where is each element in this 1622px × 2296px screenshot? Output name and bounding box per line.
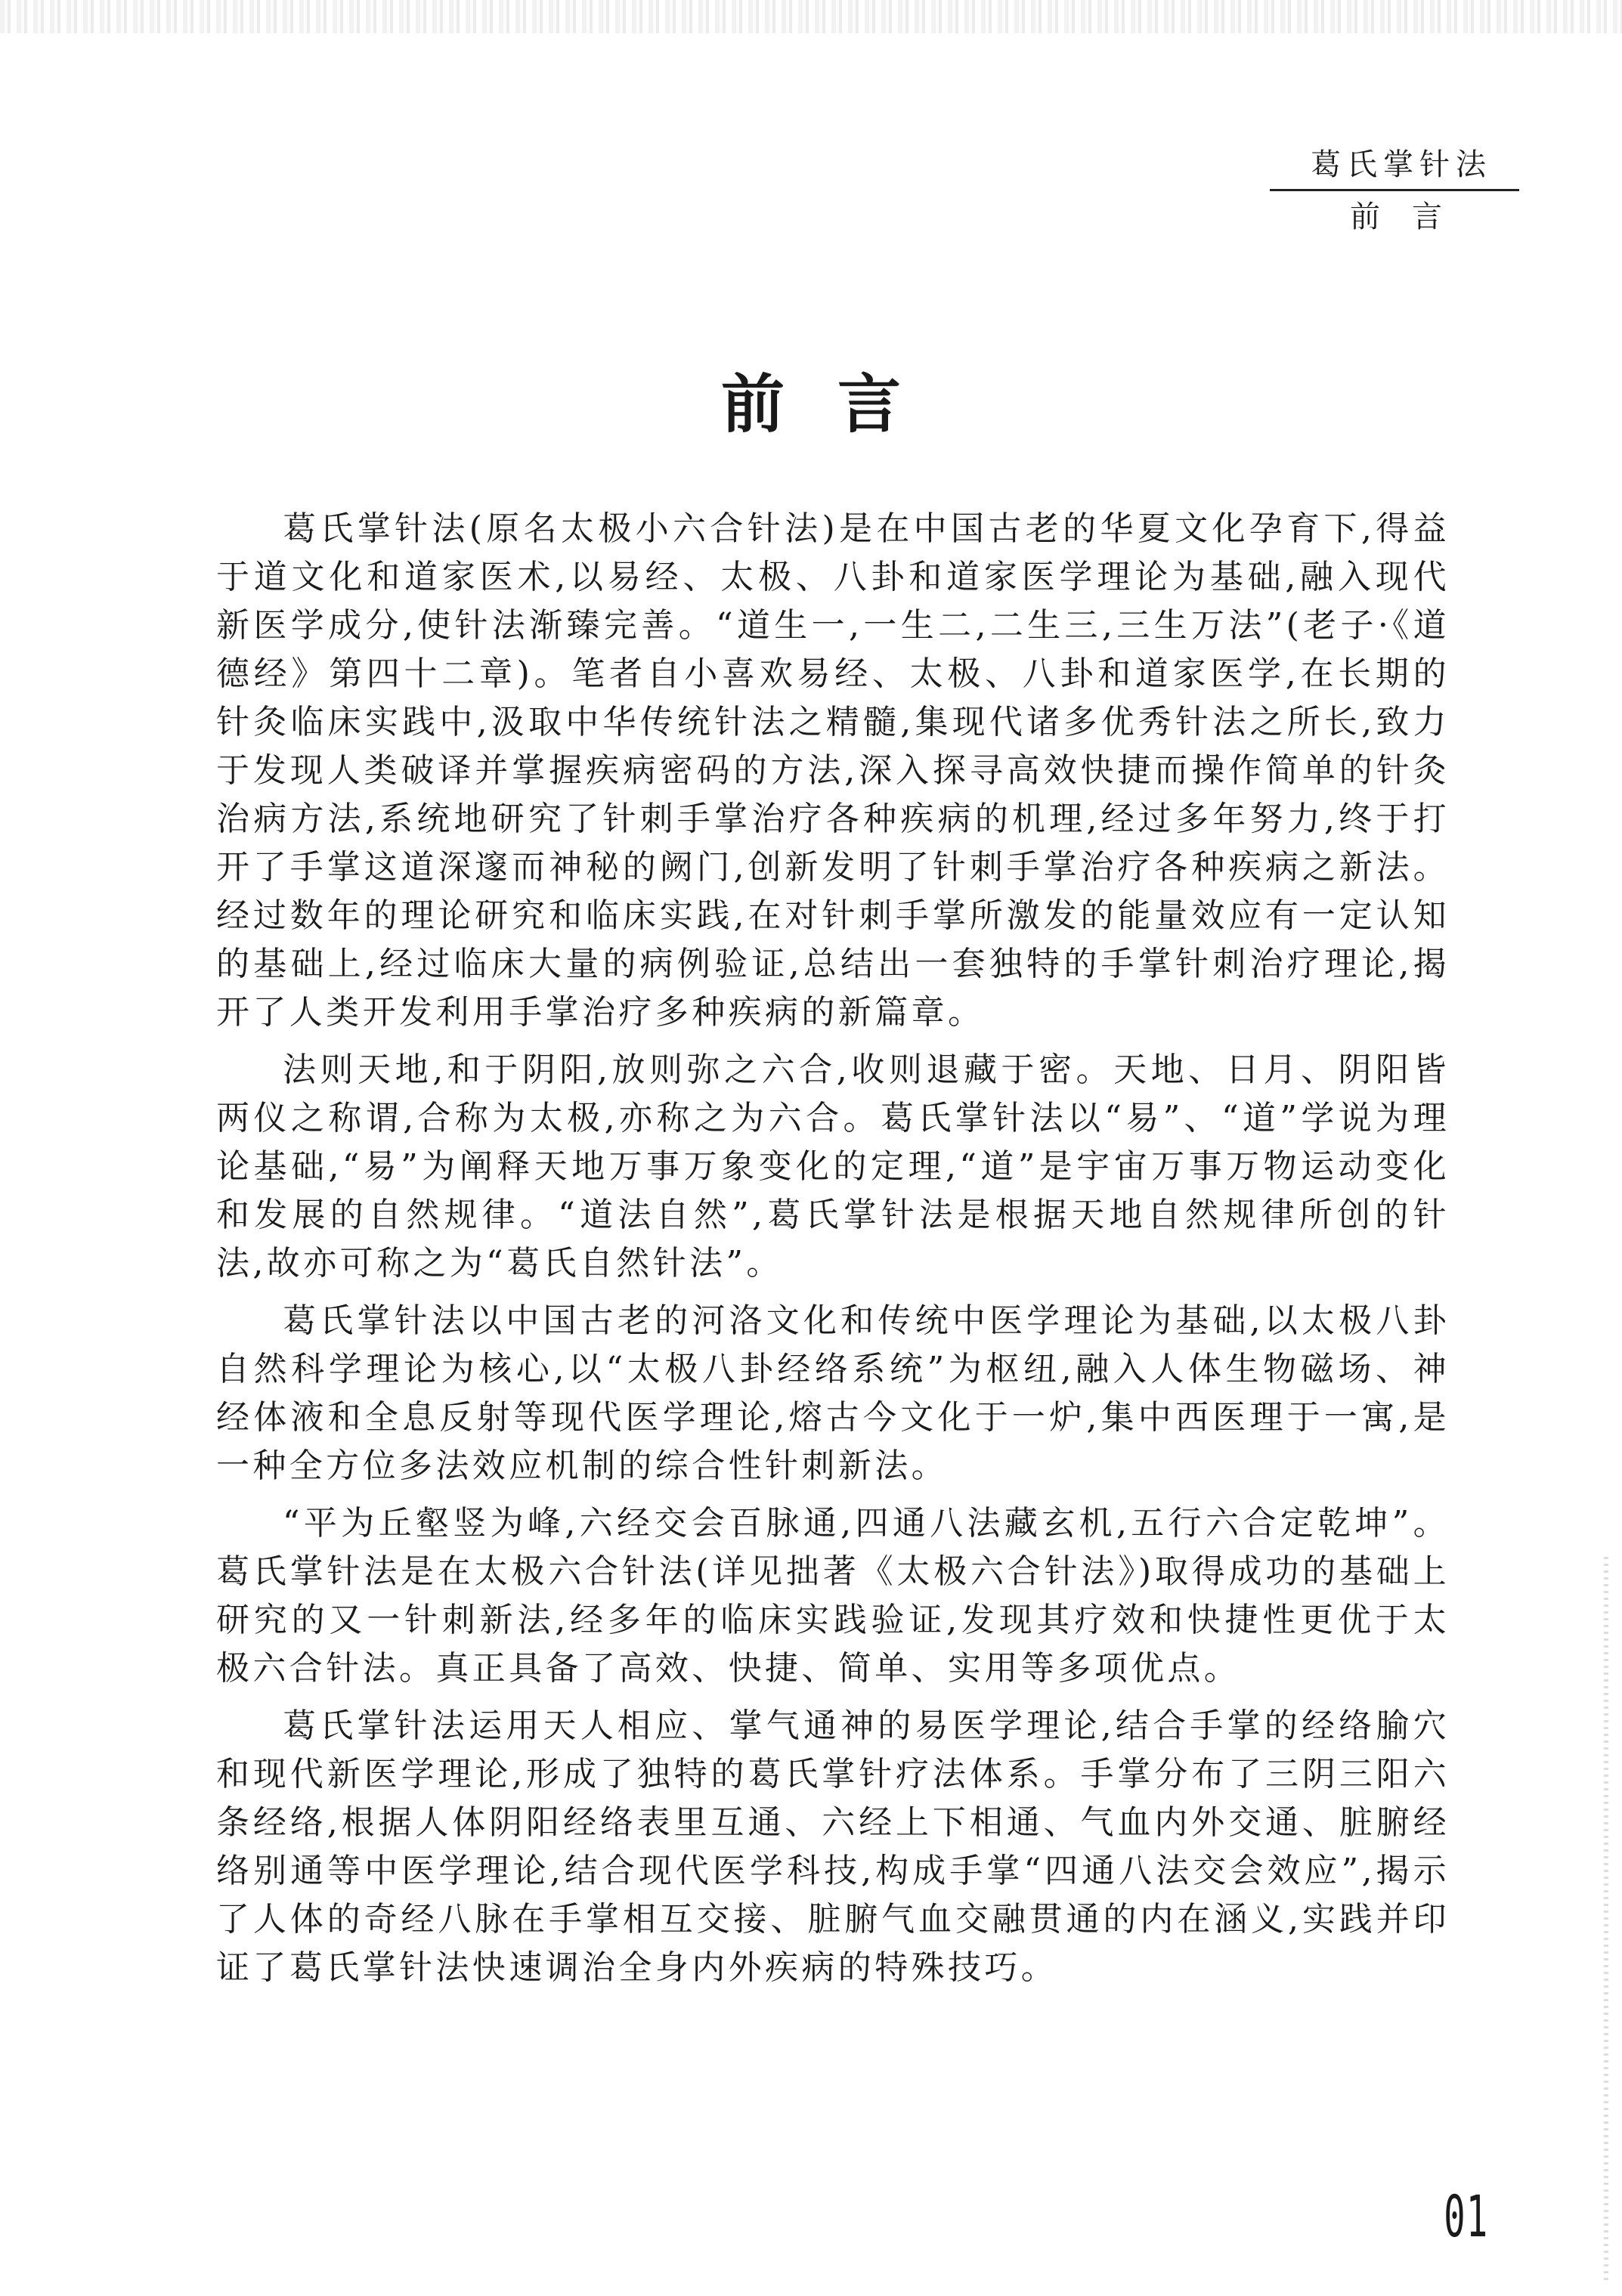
running-header [1270, 144, 1519, 238]
running-header-book-title: 葛氏掌针法 [1311, 147, 1492, 182]
body-text [216, 505, 1450, 2001]
running-header-rule [1270, 189, 1519, 191]
paragraph: “平为丘壑竖为峰,六经交会百脉通,四通八法藏玄机,五行六合定乾坤”。葛氏掌针法是在太极六合针法(详见拙著《太极六合针法》)取得成功的基础上研究的又一针刺新法,经多年的临床实践验证,发现其疗效和快捷性更优于太极六合针法。真正具备了高效、快捷、简单、实用等多项优点。 [216, 1504, 1450, 1688]
chapter-title: 前言 [720, 367, 954, 441]
paragraph: 法则天地,和于阴阳,放则弥之六合,收则退藏于密。天地、日月、阴阳皆两仪之称谓,合称为太极,亦称之为六合。葛氏掌针法以“易”、“道”学说为理论基础,“易”为阐释天地万事万象变化的定理,“道”是宇宙万事万物运动变化和发展的自然规律。“道法自然”,葛氏掌针法是根据天地自然规律所创的针法,故亦可称之为“葛氏自然针法”。 [216, 1051, 1450, 1283]
paragraph: 葛氏掌针法运用天人相应、掌气通神的易医学理论,结合手掌的经络腧穴和现代新医学理论,形成了独特的葛氏掌针疗法体系。手掌分布了三阴三阳六条经络,根据人体阴阳经络表里互通、六经上下相通、气血内外交通、脏腑经络别通等中医学理论,结合现代医学科技,构成手掌“四通八法交会效应”,揭示了人体的奇经八脉在手掌相互交接、脏腑气血交融贯通的内在涵义,实践并印证了葛氏掌针法快速调治全身内外疾病的特殊技巧。 [216, 1707, 1450, 1987]
edge-scan-noise [1604, 1557, 1608, 2282]
scan-noise-strip [0, 0, 1622, 33]
paragraph: 葛氏掌针法(原名太极小六合针法)是在中国古老的华夏文化孕育下,得益于道文化和道家医术,以易经、太极、八卦和道家医学理论为基础,融入现代新医学成分,使针法渐臻完善。“道生一,一生二,二生三,三生万法”(老子·《道德经》第四十二章)。笔者自小喜欢易经、太极、八卦和道家医学,在长期的针灸临床实践中,汲取中华传统针法之精髓,集现代诸多优秀针法之所长,致力于发现人类破译并掌握疾病密码的方法,深入探寻高效快捷而操作简单的针灸治病方法,系统地研究了针刺手掌治疗各种疾病的机理,经过多年努力,终于打开了手掌这道深邃而神秘的阙门,创新发明了针刺手掌治疗各种疾病之新法。经过数年的理论研究和临床实践,在对针刺手掌所激发的能量效应有一定认知的基础上,经过临床大量的病例验证,总结出一套独特的手掌针刺治疗理论,揭开了人类开发利用手掌治疗多种疾病的新篇章。 [216, 509, 1450, 1032]
running-header-section-title: 前言 [1350, 200, 1474, 234]
page-number: 01 [1444, 2183, 1489, 2250]
paragraph: 葛氏掌针法以中国古老的河洛文化和传统中医学理论为基础,以太极八卦自然科学理论为核心,以“太极八卦经络系统”为枢纽,融入人体生物磁场、神经体液和全息反射等现代医学理论,熔古今文化于一炉,集中西医理于一寓,是一种全方位多法效应机制的综合性针刺新法。 [216, 1301, 1450, 1485]
